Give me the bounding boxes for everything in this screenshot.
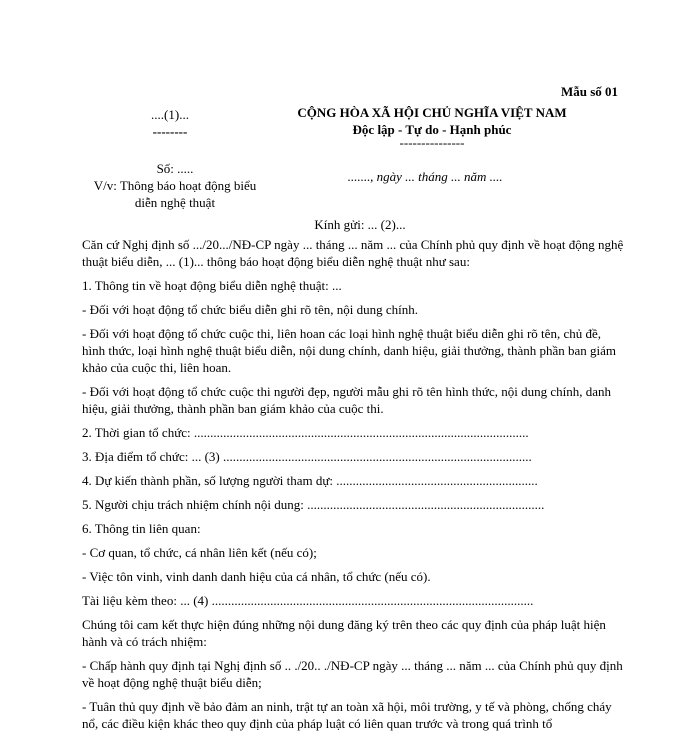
- paragraph: 2. Thời gian tổ chức: .......................................................................................................: [82, 425, 529, 440]
- paragraph: Chúng tôi cam kết thực hiện đúng những nội dung đăng ký trên theo các quy định của pháp luật hiện hành và có trách nhiệm:: [82, 617, 606, 649]
- issuer-underline: --------: [152, 124, 188, 139]
- date-text: ngày ... tháng ... năm ....: [376, 169, 503, 184]
- paragraph: 6. Thông tin liên quan:: [82, 521, 201, 536]
- recipient-line: Kính gửi: ... (2)...: [314, 217, 406, 232]
- paragraph: Tài liệu kèm theo: ... (4) ...................................................................................................: [82, 593, 534, 608]
- paragraph: 4. Dự kiến thành phần, số lượng người tham dự: ..............................................................: [82, 473, 538, 488]
- paragraph: - Chấp hành quy định tại Nghị định số .. ./20.. ./NĐ-CP ngày ... tháng ... năm ... của Chính phủ quy định về hoạt động nghệ thuật biểu diễn;: [82, 658, 623, 690]
- date-line: ......., ngày ... tháng ... năm ....: [347, 169, 503, 184]
- document-number: Số: .....: [156, 161, 194, 176]
- paragraph: - Đối với hoạt động tổ chức biểu diễn ghi rõ tên, nội dung chính.: [82, 302, 418, 317]
- paragraph: - Đối với hoạt động tổ chức cuộc thi, liên hoan các loại hình nghệ thuật biểu diễn ghi rõ tên, chủ đề, hình thức, loại hình nghệ thuật biểu diễn, nội dung chính, danh hiệu, giải thưởng, thành phần ban giám khảo của cuộc thi, liên hoan.: [82, 326, 617, 375]
- document-body: [82, 236, 624, 739]
- issuer-placeholder: ....(1)...: [151, 107, 189, 122]
- place-dots: .......: [347, 169, 371, 184]
- issuer-block: [130, 106, 210, 140]
- paragraph: Căn cứ Nghị định số .../20.../NĐ-CP ngày ... tháng ... năm ... của Chính phủ quy định về hoạt động nghệ thuật biểu diễn, ... (1)... thông báo hoạt động biểu diễn nghệ thuật như sau:: [82, 237, 624, 269]
- document-number-block: [60, 160, 290, 211]
- paragraph: 5. Người chịu trách nhiệm chính nội dung: .........................................................................: [82, 497, 545, 512]
- subject-line-1: V/v: Thông báo hoạt động biểu: [93, 178, 257, 193]
- paragraph: - Đối với hoạt động tổ chức cuộc thi người đẹp, người mẫu ghi rõ tên hình thức, nội dung chính, danh hiệu, giải thưởng, thành phần ban giám khảo của cuộc thi.: [82, 384, 612, 416]
- paragraph: - Việc tôn vinh, vinh danh danh hiệu của cá nhân, tổ chức (nếu có).: [82, 569, 431, 584]
- form-number: Mẫu số 01: [560, 84, 618, 99]
- paragraph: 3. Địa điểm tổ chức: ... (3) ...............................................................................................: [82, 449, 532, 464]
- subject-line-2: diễn nghệ thuật: [134, 195, 216, 210]
- motto-underline: ---------------: [399, 135, 465, 150]
- paragraph: - Tuân thủ quy định về bảo đảm an ninh, trật tự an toàn xã hội, môi trường, y tế và phòng, chống cháy nổ, các điều kiện khác theo quy định của pháp luật có liên quan trước và trong quá trình tổ: [82, 699, 612, 731]
- paragraph: - Cơ quan, tổ chức, cá nhân liên kết (nếu có);: [82, 545, 317, 560]
- national-motto: Độc lập - Tự do - Hạnh phúc: [352, 122, 512, 137]
- country-name: CỘNG HÒA XÃ HỘI CHỦ NGHĨA VIỆT NAM: [297, 105, 567, 120]
- paragraph: 1. Thông tin về hoạt động biểu diễn nghệ thuật: ...: [82, 278, 342, 293]
- national-header: [262, 104, 602, 148]
